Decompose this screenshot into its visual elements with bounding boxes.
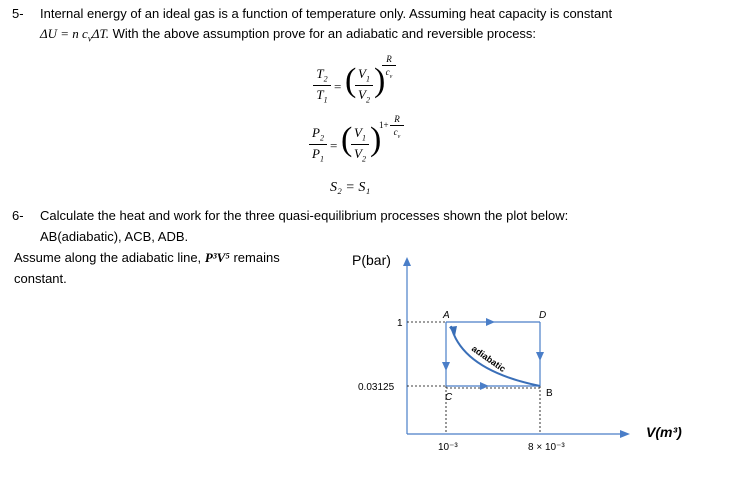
eq2-base-num-sub: 1: [361, 133, 366, 143]
problem6-line1: Calculate the heat and work for the three quasi-equilibrium processes shown the plot below:: [40, 208, 569, 223]
arrow-c-b-icon: [480, 382, 489, 390]
point-b-label: B: [546, 388, 553, 399]
eq1-base-num-sub: 1: [365, 74, 370, 84]
arrow-a-c-icon: [442, 362, 450, 371]
eq2-base-den: V: [354, 145, 362, 161]
x-axis-label: V(m³): [646, 424, 682, 440]
problem5-number: 5-: [12, 6, 24, 21]
x-tick-right: 8 × 10⁻³: [528, 442, 565, 453]
problem5-line1: Internal energy of an ideal gas is a function of temperature only. Assuming heat capacity is constant: [40, 6, 613, 21]
eq2-base-den-sub: 2: [361, 154, 366, 164]
eq1-base-num: V: [358, 66, 366, 81]
y-tick-top: 1: [397, 318, 403, 329]
point-c-label: C: [445, 392, 453, 403]
eq1-exp-num: R: [386, 54, 392, 64]
eq1-lhs-den: T: [316, 86, 324, 102]
eq2-equals: =: [330, 138, 338, 153]
problem6-line2: AB(adiabatic), ACB, ADB.: [40, 229, 189, 244]
eq2-exp-den: c: [393, 127, 398, 137]
arrow-a-d-icon: [486, 318, 495, 326]
eq2-lhs-den-sub: 1: [319, 154, 324, 164]
x-axis-arrow-icon: [620, 430, 630, 438]
point-a-label: A: [443, 310, 450, 321]
eq1-base-den-sub: 2: [365, 95, 370, 105]
eq1-equals: =: [334, 79, 342, 94]
y-tick-bottom: 0.03125: [358, 382, 395, 393]
eq2-lhs-num: P: [312, 125, 320, 140]
eq2-exp-den-sub: v: [397, 133, 401, 140]
problem5-formula: ΔU = n c: [40, 26, 88, 41]
problem6-line3-pre: Assume along the adiabatic line,: [14, 250, 202, 265]
eq2-lhs-num-sub: 2: [319, 133, 324, 143]
problem5-formula-tail: ΔT.: [91, 26, 109, 41]
eq2-lhs-den: P: [312, 145, 320, 161]
eq2-exp-prefix: 1+: [379, 120, 389, 130]
eq2-exp-num: R: [394, 114, 400, 124]
problem6-line4: constant.: [14, 271, 67, 286]
x-tick-left: 10⁻³: [438, 442, 458, 453]
problem5-formula-sub: v: [87, 33, 92, 44]
eq1-exp-den: c: [385, 67, 390, 77]
eq1-lparen: (: [345, 62, 357, 99]
adiabatic-label: adiabatic: [469, 343, 508, 375]
problem5-line2: With the above assumption prove for an adiabatic and reversible process:: [112, 26, 537, 41]
problem6-line3-math: P³V⁵: [204, 250, 230, 265]
problem6-line3-post: remains: [233, 250, 280, 265]
eq2-lparen: (: [341, 121, 353, 158]
eq1-base-den: V: [358, 86, 366, 102]
eq1-lhs-num-sub: 2: [323, 74, 328, 84]
eq1-lhs-den-sub: 1: [323, 95, 328, 105]
arrow-d-b-icon: [536, 352, 544, 361]
equation-3: S₂ = S₁: [330, 180, 371, 195]
eq1-rparen: ): [374, 62, 386, 99]
point-d-label: D: [539, 310, 547, 321]
eq1-lhs-num: T: [316, 66, 324, 81]
y-axis-label: P(bar): [352, 252, 391, 268]
eq2-base-num: V: [354, 125, 362, 140]
problem6-number: 6-: [12, 208, 24, 223]
adiabatic-curve: [451, 326, 540, 386]
y-axis-arrow-icon: [403, 257, 411, 266]
eq2-rparen: ): [370, 121, 382, 158]
eq1-exp-den-sub: v: [389, 73, 393, 80]
